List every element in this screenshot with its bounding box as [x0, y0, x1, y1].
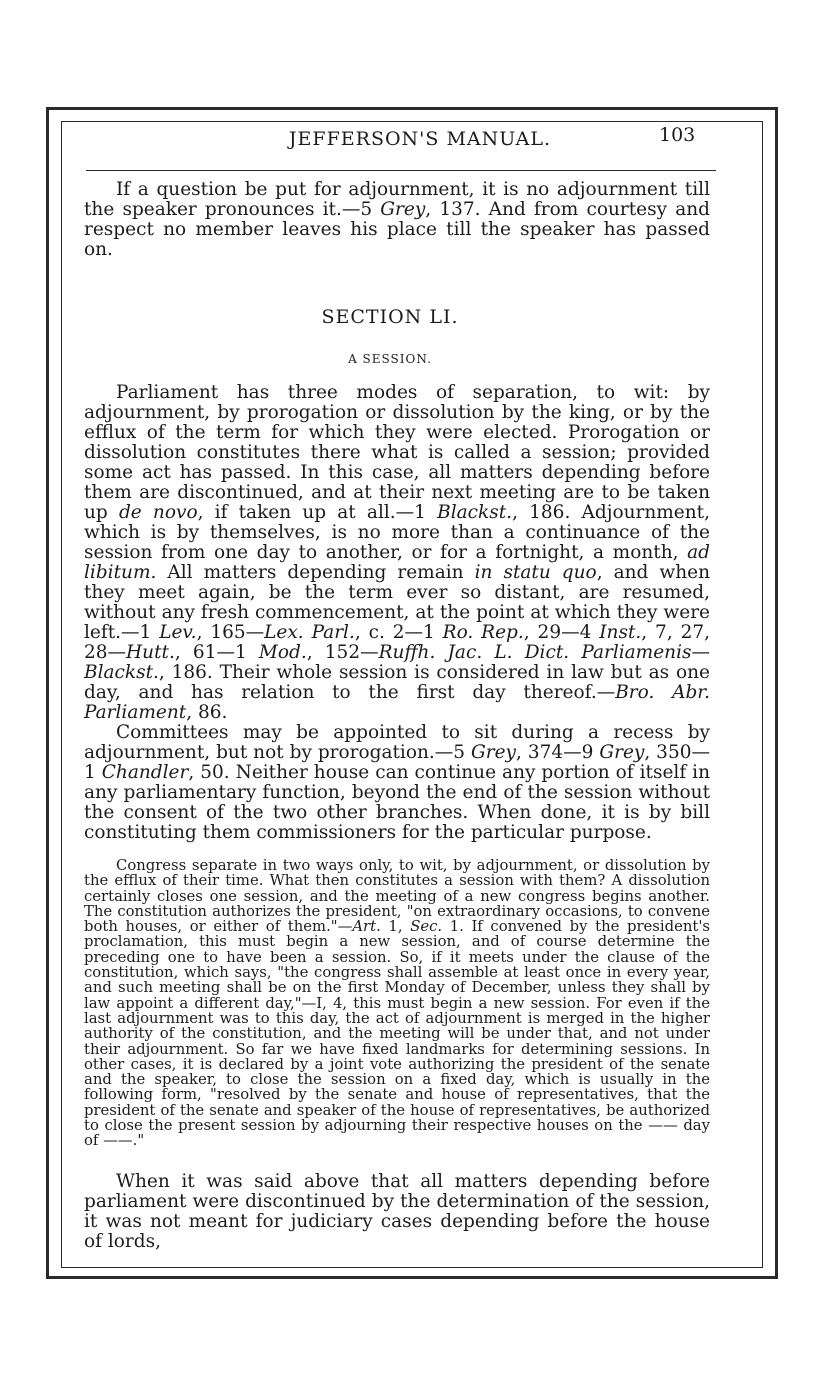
paragraph-sessions: Parliament has three modes of separation, to wit: by adjournment, by prorogation or dissolution by the king, or by the efflux of the term for which they were elected. Prorogation or dissolution constitutes there what is called a session; provided some act has passed. In this case, all matters depending before them are discontinued, and at their next meeting are to be taken up de novo, if taken up at all.—1 Blackst., 186. Adjournment, which is by themselves, is no more than a continuance of the session from one day to another, or for a fortnight, a month, ad libitum. All matters depending remain in statu quo, and when they meet again, be the term ever so distant, are resumed, without any fresh commencement, at the point at which they were left.—1 Lev., 165—Lex. Parl., c. 2—1 Ro. Rep., 29—4 Inst., 7, 27, 28—Hutt., 61—1 Mod., 152—Ruffh. Jac. L. Dict. Parliamenis—Blackst., 186. Their whole session is considered in law but as one day, and has relation to the first day thereof.—Bro. Abr. Parliament, 86.: [84, 382, 711, 723]
page-number: 103: [659, 124, 696, 146]
intro-paragraph-block: [84, 180, 710, 260]
section-title: SECTION LI.: [321, 306, 459, 328]
header-rule: [86, 170, 716, 171]
main-text-block: [84, 383, 710, 843]
paragraph-committees: Committees may be appointed to sit during a recess by adjournment, but not by prorogation.—5 Grey, 374—9 Grey, 350—1 Chandler, 50. Neither house can continue any portion of itself in any parliamentary function, beyond the end of the session without the consent of the two other branches. When done, it is by bill constituting them commissioners for the particular purpose.: [84, 722, 710, 843]
note-paragraph-congress: Congress separate in two ways only, to wit, by adjournment, or dissolution by the efflux of their time. What then constitutes a session with them? A dissolution certainly closes one session, and the meeting of a new congress begins another. The constitution authorizes the president, "on extraordinary occasions, to convene both houses, or either of them."—Art. 1, Sec. 1. If convened by the president's proclamation, this must begin a new session, and of course determine the preceding one to have been a session. So, if it meets under the clause of the constitution, which says, "the congress shall assemble at least once in every year, and such meeting shall be on the first Monday of December, unless they shall by law appoint a different day,"—I, 4, this must begin a new session. For even if the last adjournment was to this day, the act of adjournment is merged in the higher authority of the constitution, and the meeting will be under that, and not under their adjournment. So far we have fixed landmarks for determining sessions. In other cases, it is declared by a joint vote authorizing the president of the senate and the speaker, to close the session on a fixed day, which is usually in the following form, "resolved by the senate and house of representatives, that the president of the senate and speaker of the house of representatives, be authorized to close the present session by adjourning their respective houses on the —— day of ——.": [84, 857, 710, 1150]
closing-text-block: [84, 1172, 710, 1252]
closing-paragraph: When it was said above that all matters depending before parliament were discontinued by the determination of the session, it was not meant for judiciary cases depending before the house of lords,: [84, 1171, 710, 1252]
footnote-block: [84, 858, 710, 1149]
section-subtitle: A SESSION.: [348, 352, 432, 366]
running-header-title: JEFFERSON'S MANUAL.: [288, 128, 552, 150]
intro-paragraph: If a question be put for adjournment, it is no adjournment till the speaker pronounces it.—5 Grey, 137. And from courtesy and respect no member leaves his place till the speaker has passed on.: [84, 179, 710, 260]
